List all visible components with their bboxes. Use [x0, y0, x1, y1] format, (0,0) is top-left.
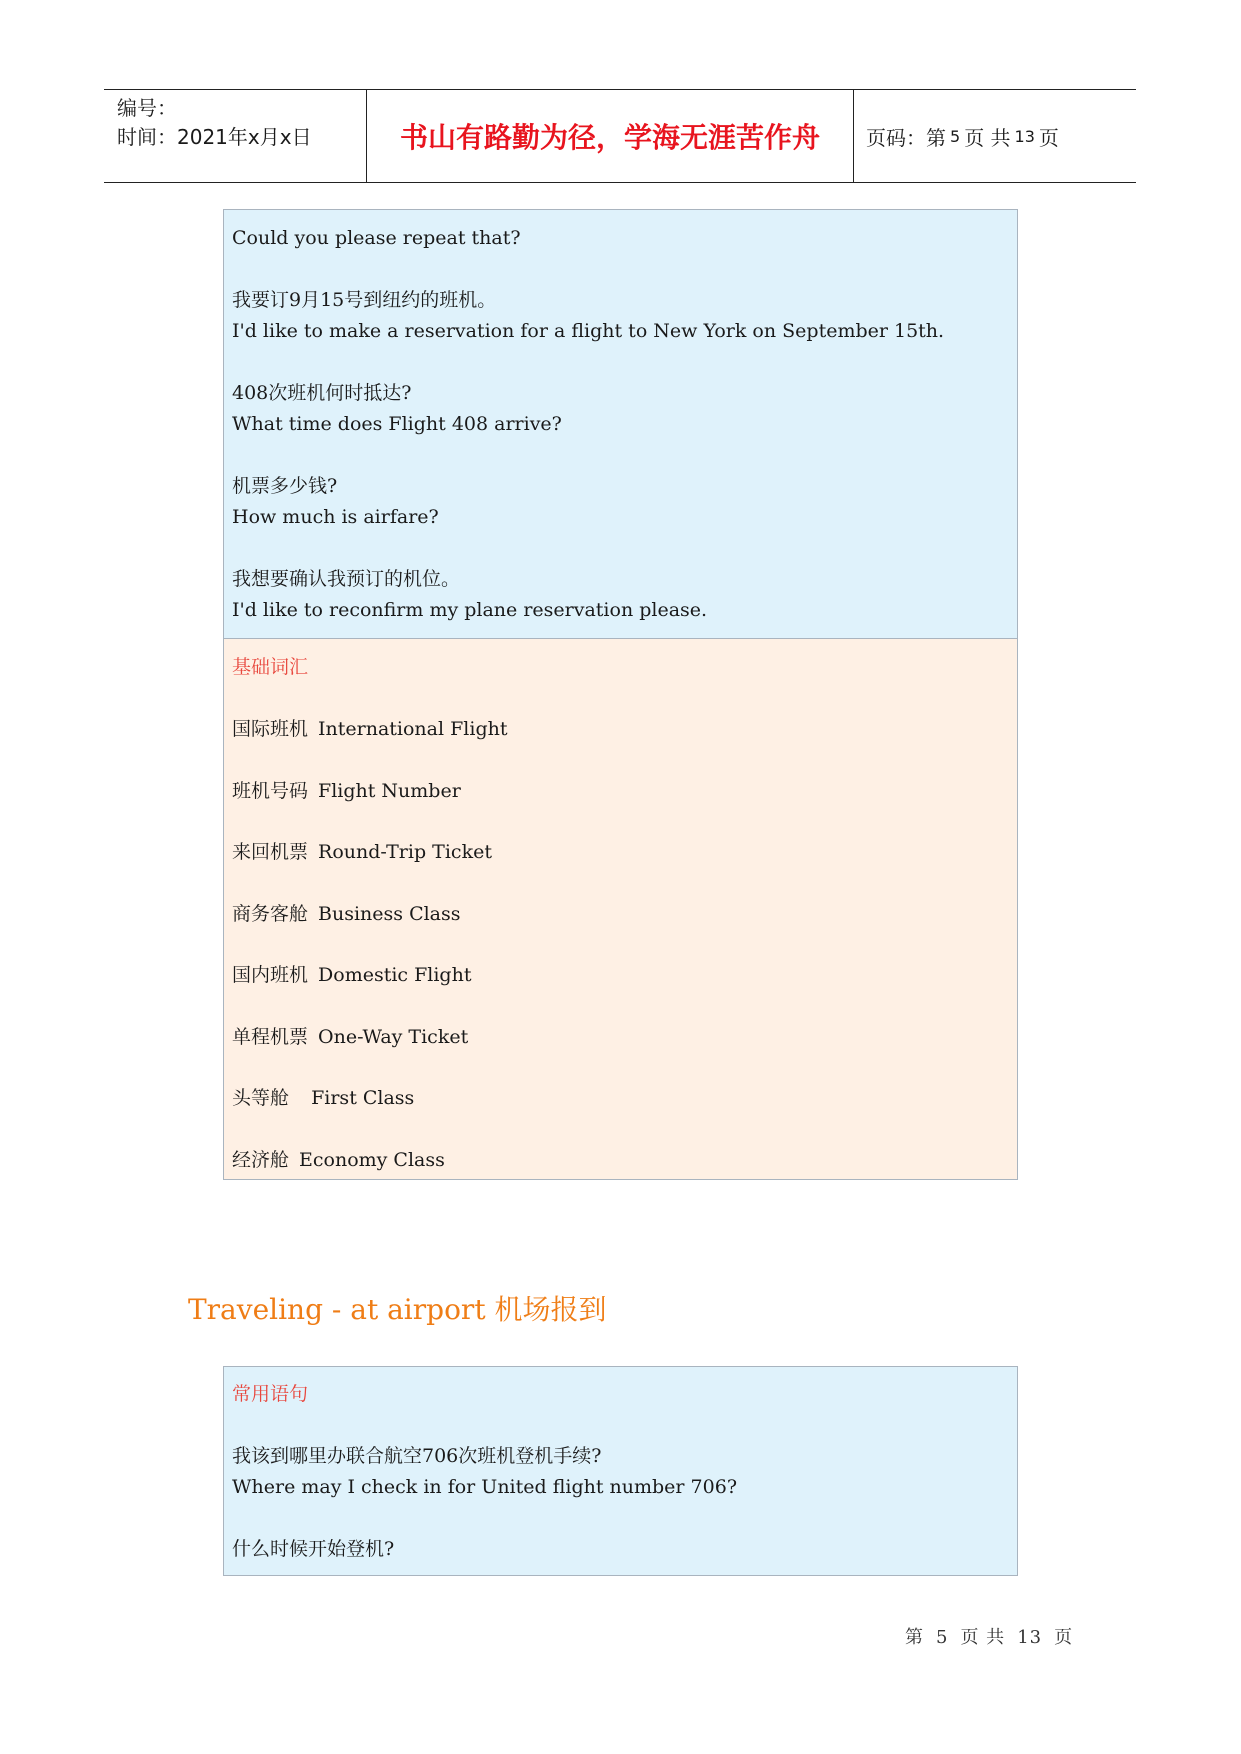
page-suffix: 页	[1038, 125, 1059, 150]
number-label: 编号：	[117, 96, 177, 120]
section-title: Traveling - at airport 机场报到	[188, 1293, 607, 1326]
vocab-item	[232, 714, 1009, 776]
vocab-item	[232, 1083, 1009, 1145]
header-page-info	[854, 90, 1136, 182]
phrase-line: What time does Flight 408 arrive?	[232, 413, 562, 435]
phrase-line: Where may I check in for United flight number 706?	[232, 1476, 738, 1498]
vocabulary-heading: 基础词汇	[232, 656, 309, 678]
phrase-line: 什么时候开始登机?	[232, 1538, 395, 1560]
spacer	[232, 1503, 1009, 1534]
page-total: 13	[1014, 126, 1035, 146]
vocab-chinese: 国内班机	[232, 964, 309, 986]
motto: 书山有路勤为径，学海无涯苦作舟	[367, 90, 854, 182]
vocab-english: Flight Number	[318, 779, 461, 802]
vocab-item	[232, 1022, 1009, 1084]
phrase-line: I'd like to reconfirm my plane reservation please.	[232, 599, 708, 621]
vocab-item	[232, 837, 1009, 899]
vocab-item	[232, 899, 1009, 961]
phrase-line: 我要订9月15号到纽约的班机。	[232, 289, 497, 311]
vocab-chinese: 班机号码	[232, 779, 309, 802]
phrases-box	[223, 209, 1018, 639]
footer-suffix: 页	[1054, 1627, 1074, 1648]
footer-prefix: 第	[905, 1627, 924, 1648]
vocab-chinese: 商务客舱	[232, 902, 309, 925]
vocab-english: Economy Class	[299, 1148, 445, 1171]
vocab-english: Business Class	[318, 902, 461, 925]
phrase-line: 机票多少钱?	[232, 475, 338, 497]
airport-phrases-heading: 常用语句	[232, 1383, 309, 1405]
vocab-chinese: 单程机票	[232, 1025, 309, 1048]
page-mid: 页 共	[964, 125, 1011, 150]
vocab-english: International Flight	[318, 718, 508, 740]
spacer	[232, 347, 1009, 378]
page-prefix: 页码：第	[866, 125, 946, 150]
vocab-english: One-Way Ticket	[318, 1025, 469, 1048]
vocab-chinese: 头等舱	[232, 1087, 290, 1109]
airport-phrases-box	[223, 1366, 1018, 1576]
phrase-line: 我想要确认我预订的机位。	[232, 568, 461, 590]
spacer	[232, 440, 1009, 471]
footer-total: 13	[1017, 1627, 1043, 1648]
vocabulary-box	[223, 638, 1018, 1180]
vocab-item	[232, 1145, 1009, 1207]
time-label: 时间：2021年x月x日	[117, 125, 312, 149]
vocab-chinese: 经济舱	[232, 1148, 290, 1171]
phrase-line: 408次班机何时抵达?	[232, 382, 412, 404]
vocab-english: First Class	[299, 1087, 415, 1109]
vocab-chinese: 国际班机	[232, 718, 309, 740]
phrase-line: 我该到哪里办联合航空706次班机登机手续?	[232, 1445, 602, 1467]
header-meta	[104, 90, 367, 182]
footer-mid: 页 共	[960, 1627, 1006, 1648]
vocab-english: Domestic Flight	[318, 964, 472, 986]
vocab-chinese: 来回机票	[232, 841, 309, 863]
page-header	[104, 89, 1136, 183]
phrase-line: How much is airfare?	[232, 506, 439, 528]
spacer	[232, 254, 1009, 285]
footer-page: 5	[936, 1627, 949, 1648]
vocab-english: Round-Trip Ticket	[318, 841, 492, 863]
vocab-item	[232, 960, 1009, 1022]
vocab-item	[232, 776, 1009, 838]
page-footer	[899, 1623, 1079, 1649]
page-number: 5	[950, 126, 961, 146]
phrase-line: Could you please repeat that?	[232, 227, 521, 249]
spacer	[232, 533, 1009, 564]
phrase-line: I'd like to make a reservation for a flight to New York on September 15th.	[232, 320, 945, 342]
